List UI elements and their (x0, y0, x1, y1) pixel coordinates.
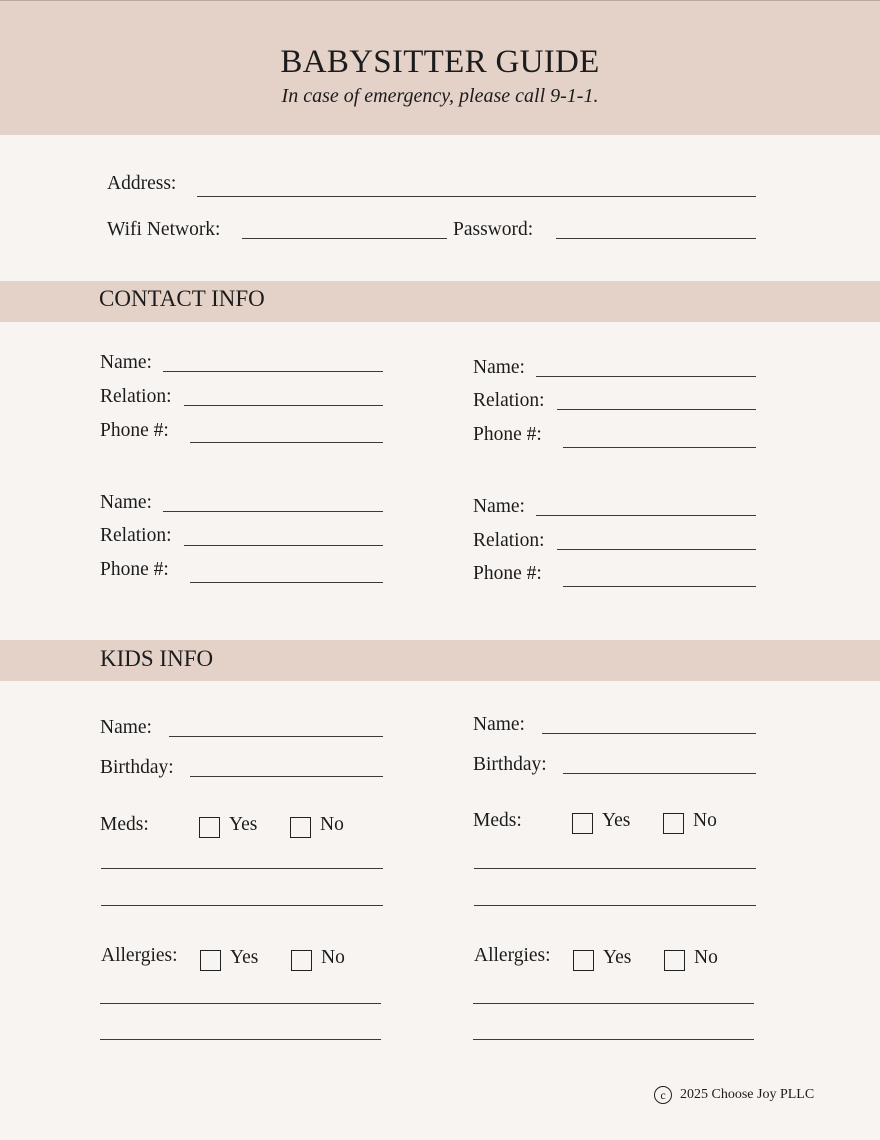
contact-relation-label: Relation: (100, 386, 172, 407)
contact-relation-field[interactable] (557, 549, 756, 550)
meds-yes-checkbox[interactable] (199, 817, 220, 838)
page-title: BABYSITTER GUIDE (280, 44, 600, 80)
allergies-no-label: No (321, 947, 345, 968)
meds-label: Meds: (100, 814, 149, 835)
copyright-footer (654, 1086, 814, 1104)
meds-yes-label: Yes (229, 814, 258, 835)
allergies-notes-line[interactable] (473, 1003, 754, 1004)
allergies-yes-checkbox[interactable] (200, 950, 221, 971)
emergency-subtitle: In case of emergency, please call 9-1-1. (281, 85, 599, 107)
allergies-yes-label: Yes (230, 947, 259, 968)
kid-birthday-field[interactable] (563, 773, 756, 774)
password-field[interactable] (556, 238, 756, 239)
kid-name-field[interactable] (542, 733, 756, 734)
meds-label: Meds: (473, 810, 522, 831)
contact-phone-label: Phone #: (100, 559, 169, 580)
meds-no-label: No (693, 810, 717, 831)
meds-notes-line[interactable] (101, 905, 383, 906)
contact-relation-label: Relation: (473, 390, 545, 411)
meds-notes-line[interactable] (101, 868, 383, 869)
wifi-field[interactable] (242, 238, 447, 239)
contact-phone-label: Phone #: (473, 563, 542, 584)
contact-relation-field[interactable] (557, 409, 756, 410)
contact-name-field[interactable] (536, 376, 756, 377)
allergies-no-checkbox[interactable] (291, 950, 312, 971)
meds-no-label: No (320, 814, 344, 835)
contact-relation-label: Relation: (473, 530, 545, 551)
contact-name-field[interactable] (163, 371, 383, 372)
kid-name-label: Name: (100, 717, 152, 738)
contact-phone-label: Phone #: (473, 424, 542, 445)
contact-name-field[interactable] (163, 511, 383, 512)
allergies-label: Allergies: (474, 945, 551, 966)
allergies-notes-line[interactable] (473, 1039, 754, 1040)
kid-birthday-field[interactable] (190, 776, 383, 777)
meds-notes-line[interactable] (474, 905, 756, 906)
allergies-yes-checkbox[interactable] (573, 950, 594, 971)
contact-name-label: Name: (100, 492, 152, 513)
meds-notes-line[interactable] (474, 868, 756, 869)
allergies-yes-label: Yes (603, 947, 632, 968)
kids-info-heading: KIDS INFO (100, 646, 214, 671)
kid-name-label: Name: (473, 714, 525, 735)
password-label: Password: (453, 219, 534, 240)
contact-info-heading: CONTACT INFO (99, 286, 265, 311)
kid-birthday-label: Birthday: (473, 754, 547, 775)
allergies-label: Allergies: (101, 945, 178, 966)
allergies-notes-line[interactable] (100, 1003, 381, 1004)
wifi-label: Wifi Network: (107, 219, 221, 240)
allergies-no-checkbox[interactable] (664, 950, 685, 971)
contact-phone-field[interactable] (190, 442, 383, 443)
contact-phone-label: Phone #: (100, 420, 169, 441)
meds-yes-label: Yes (602, 810, 631, 831)
contact-phone-field[interactable] (563, 586, 756, 587)
contact-name-label: Name: (473, 357, 525, 378)
contact-relation-field[interactable] (184, 405, 383, 406)
allergies-no-label: No (694, 947, 718, 968)
meds-no-checkbox[interactable] (663, 813, 684, 834)
contact-name-field[interactable] (536, 515, 756, 516)
contact-phone-field[interactable] (190, 582, 383, 583)
address-field[interactable] (197, 196, 756, 197)
contact-relation-field[interactable] (184, 545, 383, 546)
copyright-text: 2025 Choose Joy PLLC (680, 1087, 815, 1102)
contact-name-label: Name: (100, 352, 152, 373)
contact-phone-field[interactable] (563, 447, 756, 448)
contact-relation-label: Relation: (100, 525, 172, 546)
meds-yes-checkbox[interactable] (572, 813, 593, 834)
allergies-notes-line[interactable] (100, 1039, 381, 1040)
contact-name-label: Name: (473, 496, 525, 517)
kid-name-field[interactable] (169, 736, 383, 737)
meds-no-checkbox[interactable] (290, 817, 311, 838)
address-label: Address: (107, 173, 177, 194)
copyright-icon: c (654, 1086, 672, 1104)
kid-birthday-label: Birthday: (100, 757, 174, 778)
